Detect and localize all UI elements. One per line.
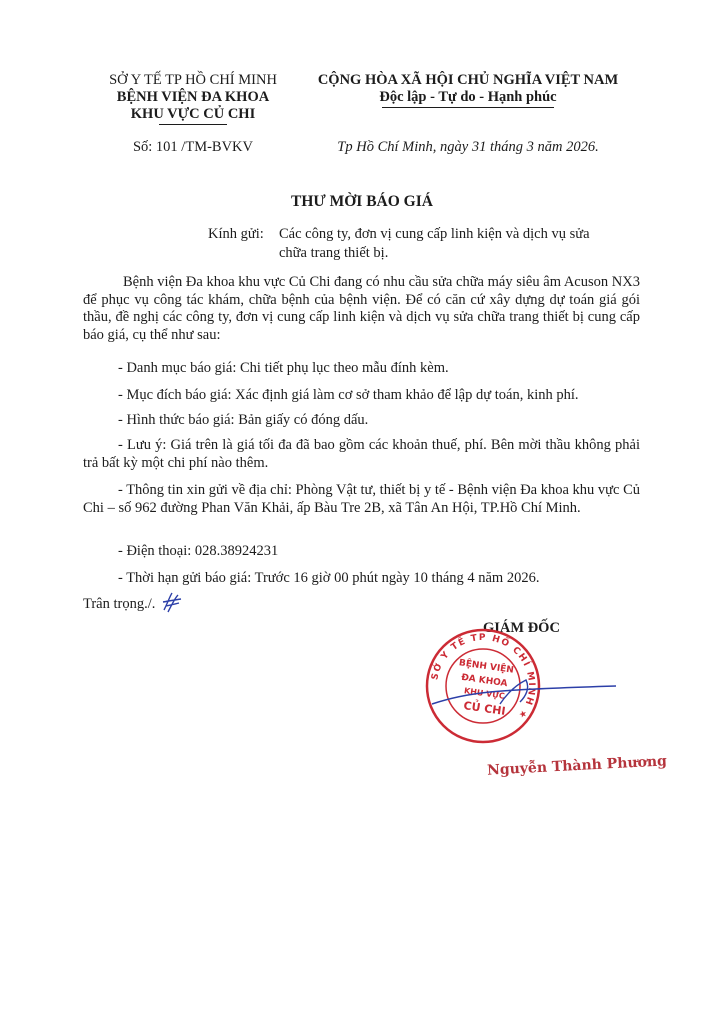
intro-paragraph: Bệnh viện Đa khoa khu vực Củ Chi đang có nhu cầu sửa chữa máy siêu âm Acuson NX3 để phục vụ công tác khám, chữa bệnh của bệnh viện. Để có căn cứ xây dựng dự toán giá gói thầu, đề nghị các công ty, đơn vị cung cấp linh kiện và dịch vụ sửa chữa trang thiết bị cung cấp báo giá, cụ thể như sau:: [83, 274, 640, 343]
list-item-catalog: - Danh mục báo giá: Chi tiết phụ lục theo mẫu đính kèm.: [118, 360, 449, 376]
closing-text: Trân trọng./.: [83, 596, 156, 612]
left-header-underline: [159, 124, 227, 125]
list-item-format: - Hình thức báo giá: Bản giấy có đóng dấu.: [118, 412, 369, 428]
national-title: CỘNG HÒA XÃ HỘI CHỦ NGHĨA VIỆT NAM: [317, 72, 619, 88]
signer-name: Nguyễn Thành Phương: [486, 753, 668, 779]
recipient-label: Kính gửi:: [208, 226, 264, 242]
signature-stroke: [430, 674, 620, 714]
recipient-line1: Các công ty, đơn vị cung cấp linh kiện và dịch vụ sửa: [279, 226, 590, 242]
list-item-note: - Lưu ý: Giá trên là giá tối đa đã bao gồm các khoản thuế, phí. Bên mời thầu không phải trả bất kỳ một chi phí nào thêm.: [83, 437, 640, 471]
motto-underline: [382, 107, 554, 108]
document-title: THƯ MỜI BÁO GIÁ: [291, 193, 433, 210]
list-item-address: - Thông tin xin gửi về địa chỉ: Phòng Vật tư, thiết bị y tế - Bệnh viện Đa khoa khu vực Củ Chi – số 962 đường Phan Văn Khải, ấp Bàu Tre 2B, xã Tân An Hội, TP.Hồ Chí Minh.: [83, 482, 641, 516]
list-item-purpose: - Mục đích báo giá: Xác định giá làm cơ sở tham khảo để lập dự toán, kinh phí.: [118, 387, 579, 403]
svg-text:ĐA KHOA: ĐA KHOA: [460, 672, 509, 690]
hospital-name-line2: KHU VỰC CỦ CHI: [130, 106, 256, 122]
national-motto: Độc lập - Tự do - Hạnh phúc: [379, 89, 557, 105]
hospital-name-line1: BỆNH VIỆN ĐA KHOA: [116, 89, 270, 105]
document-date: Tp Hồ Chí Minh, ngày 31 tháng 3 năm 2026.: [337, 139, 599, 155]
signer-title: GIÁM ĐỐC: [483, 620, 560, 636]
svg-text:KHU VỰC: KHU VỰC: [463, 686, 506, 701]
initial-scribble: [160, 590, 184, 616]
list-item-deadline: - Thời hạn gửi báo giá: Trước 16 giờ 00 phút ngày 10 tháng 4 năm 2026.: [118, 570, 540, 586]
svg-text:BỆNH VIỆN: BỆNH VIỆN: [458, 658, 515, 676]
svg-text:CỦ CHI: CỦ CHI: [462, 699, 507, 718]
svg-text:SỞ Y TẾ TP HỒ CHÍ MINH ★: SỞ Y TẾ TP HỒ CHÍ MINH ★: [430, 632, 537, 722]
document-number: Số: 101 /TM-BVKV: [132, 139, 254, 155]
ministry-name: SỞ Y TẾ TP HỒ CHÍ MINH: [109, 72, 277, 88]
recipient-line2: chữa trang thiết bị.: [279, 245, 389, 261]
list-item-phone: - Điện thoại: 028.38924231: [118, 543, 279, 559]
